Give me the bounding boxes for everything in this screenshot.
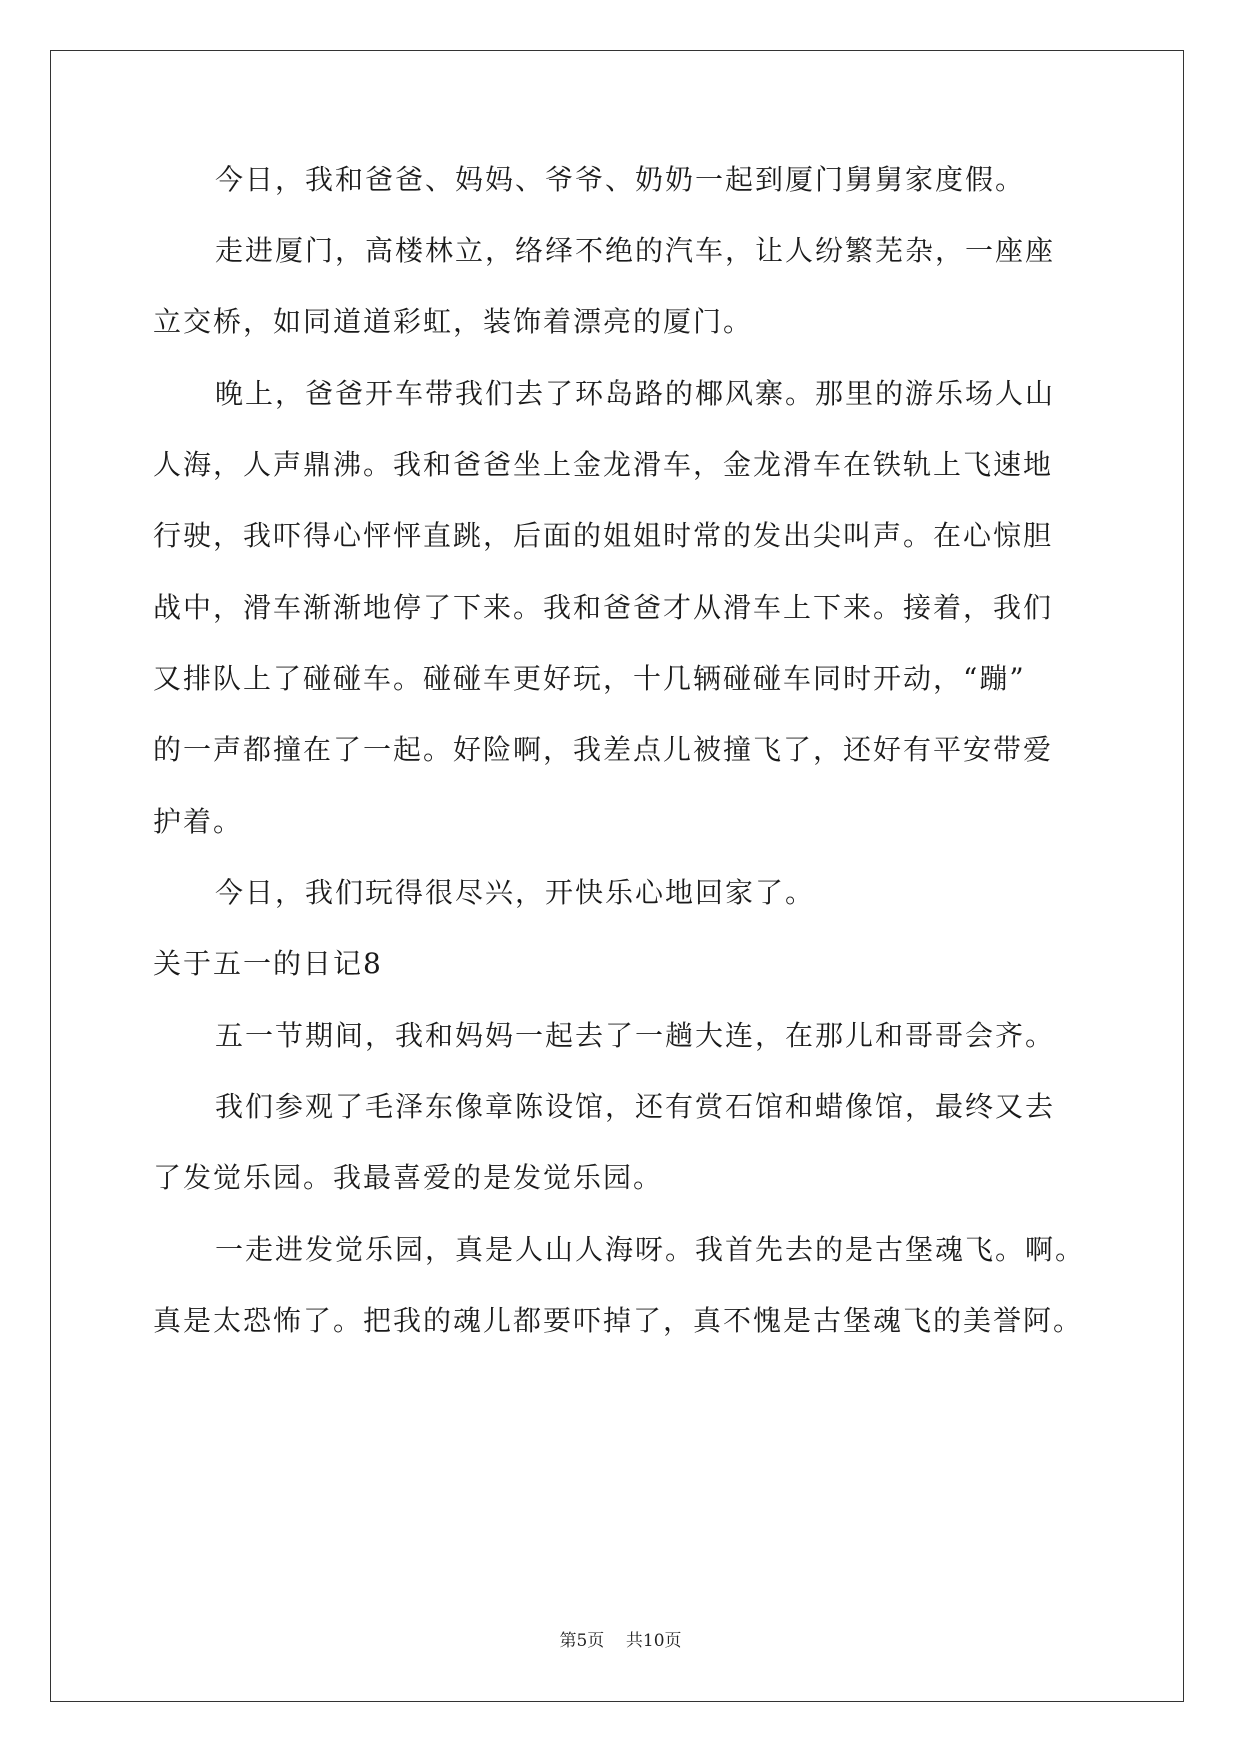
- paragraph-line: 一走进发觉乐园，真是人山人海呀。我首先去的是古堡魂飞。啊。: [215, 1233, 1086, 1266]
- page-total: 共10页: [625, 1631, 682, 1651]
- paragraph-line: 的一声都撞在了一起。好险啊，我差点儿被撞飞了，还好有平安带爱: [153, 733, 1054, 766]
- paragraph-line: 战中，滑车渐渐地停了下来。我和爸爸才从滑车上下来。接着，我们: [153, 591, 1054, 624]
- paragraph-line: 立交桥，如同道道彩虹，装饰着漂亮的厦门。: [153, 305, 754, 338]
- paragraph-line: 护着。: [153, 805, 244, 838]
- paragraph-line: 人海，人声鼎沸。我和爸爸坐上金龙滑车，金龙滑车在铁轨上飞速地: [153, 448, 1054, 481]
- paragraph-line: 我们参观了毛泽东像章陈设馆，还有赏石馆和蜡像馆，最终又去: [215, 1090, 1056, 1123]
- paragraph-line: 走进厦门，高楼林立，络绎不绝的汽车，让人纷繁芜杂，一座座: [215, 234, 1056, 267]
- paragraph-line: 又排队上了碰碰车。碰碰车更好玩，十几辆碰碰车同时开动，“蹦”: [153, 662, 1026, 695]
- paragraph-line: 五一节期间，我和妈妈一起去了一趟大连，在那儿和哥哥会齐。: [215, 1019, 1056, 1052]
- paragraph-line: 行驶，我吓得心怦怦直跳，后面的姐姐时常的发出尖叫声。在心惊胆: [153, 519, 1054, 552]
- page-number: 第5页: [559, 1631, 605, 1651]
- paragraph-line: 今日，我和爸爸、妈妈、爷爷、奶奶一起到厦门舅舅家度假。: [215, 163, 1026, 196]
- paragraph-line: 真是太恐怖了。把我的魂儿都要吓掉了，真不愧是古堡魂飞的美誉阿。: [153, 1304, 1084, 1337]
- section-heading: 关于五一的日记8: [153, 947, 383, 980]
- page-footer: [0, 1630, 1241, 1652]
- paragraph-line: 晚上，爸爸开车带我们去了环岛路的椰风寨。那里的游乐场人山: [215, 377, 1056, 410]
- paragraph-line: 今日，我们玩得很尽兴，开快乐心地回家了。: [215, 876, 816, 909]
- paragraph-line: 了发觉乐园。我最喜爱的是发觉乐园。: [153, 1161, 664, 1194]
